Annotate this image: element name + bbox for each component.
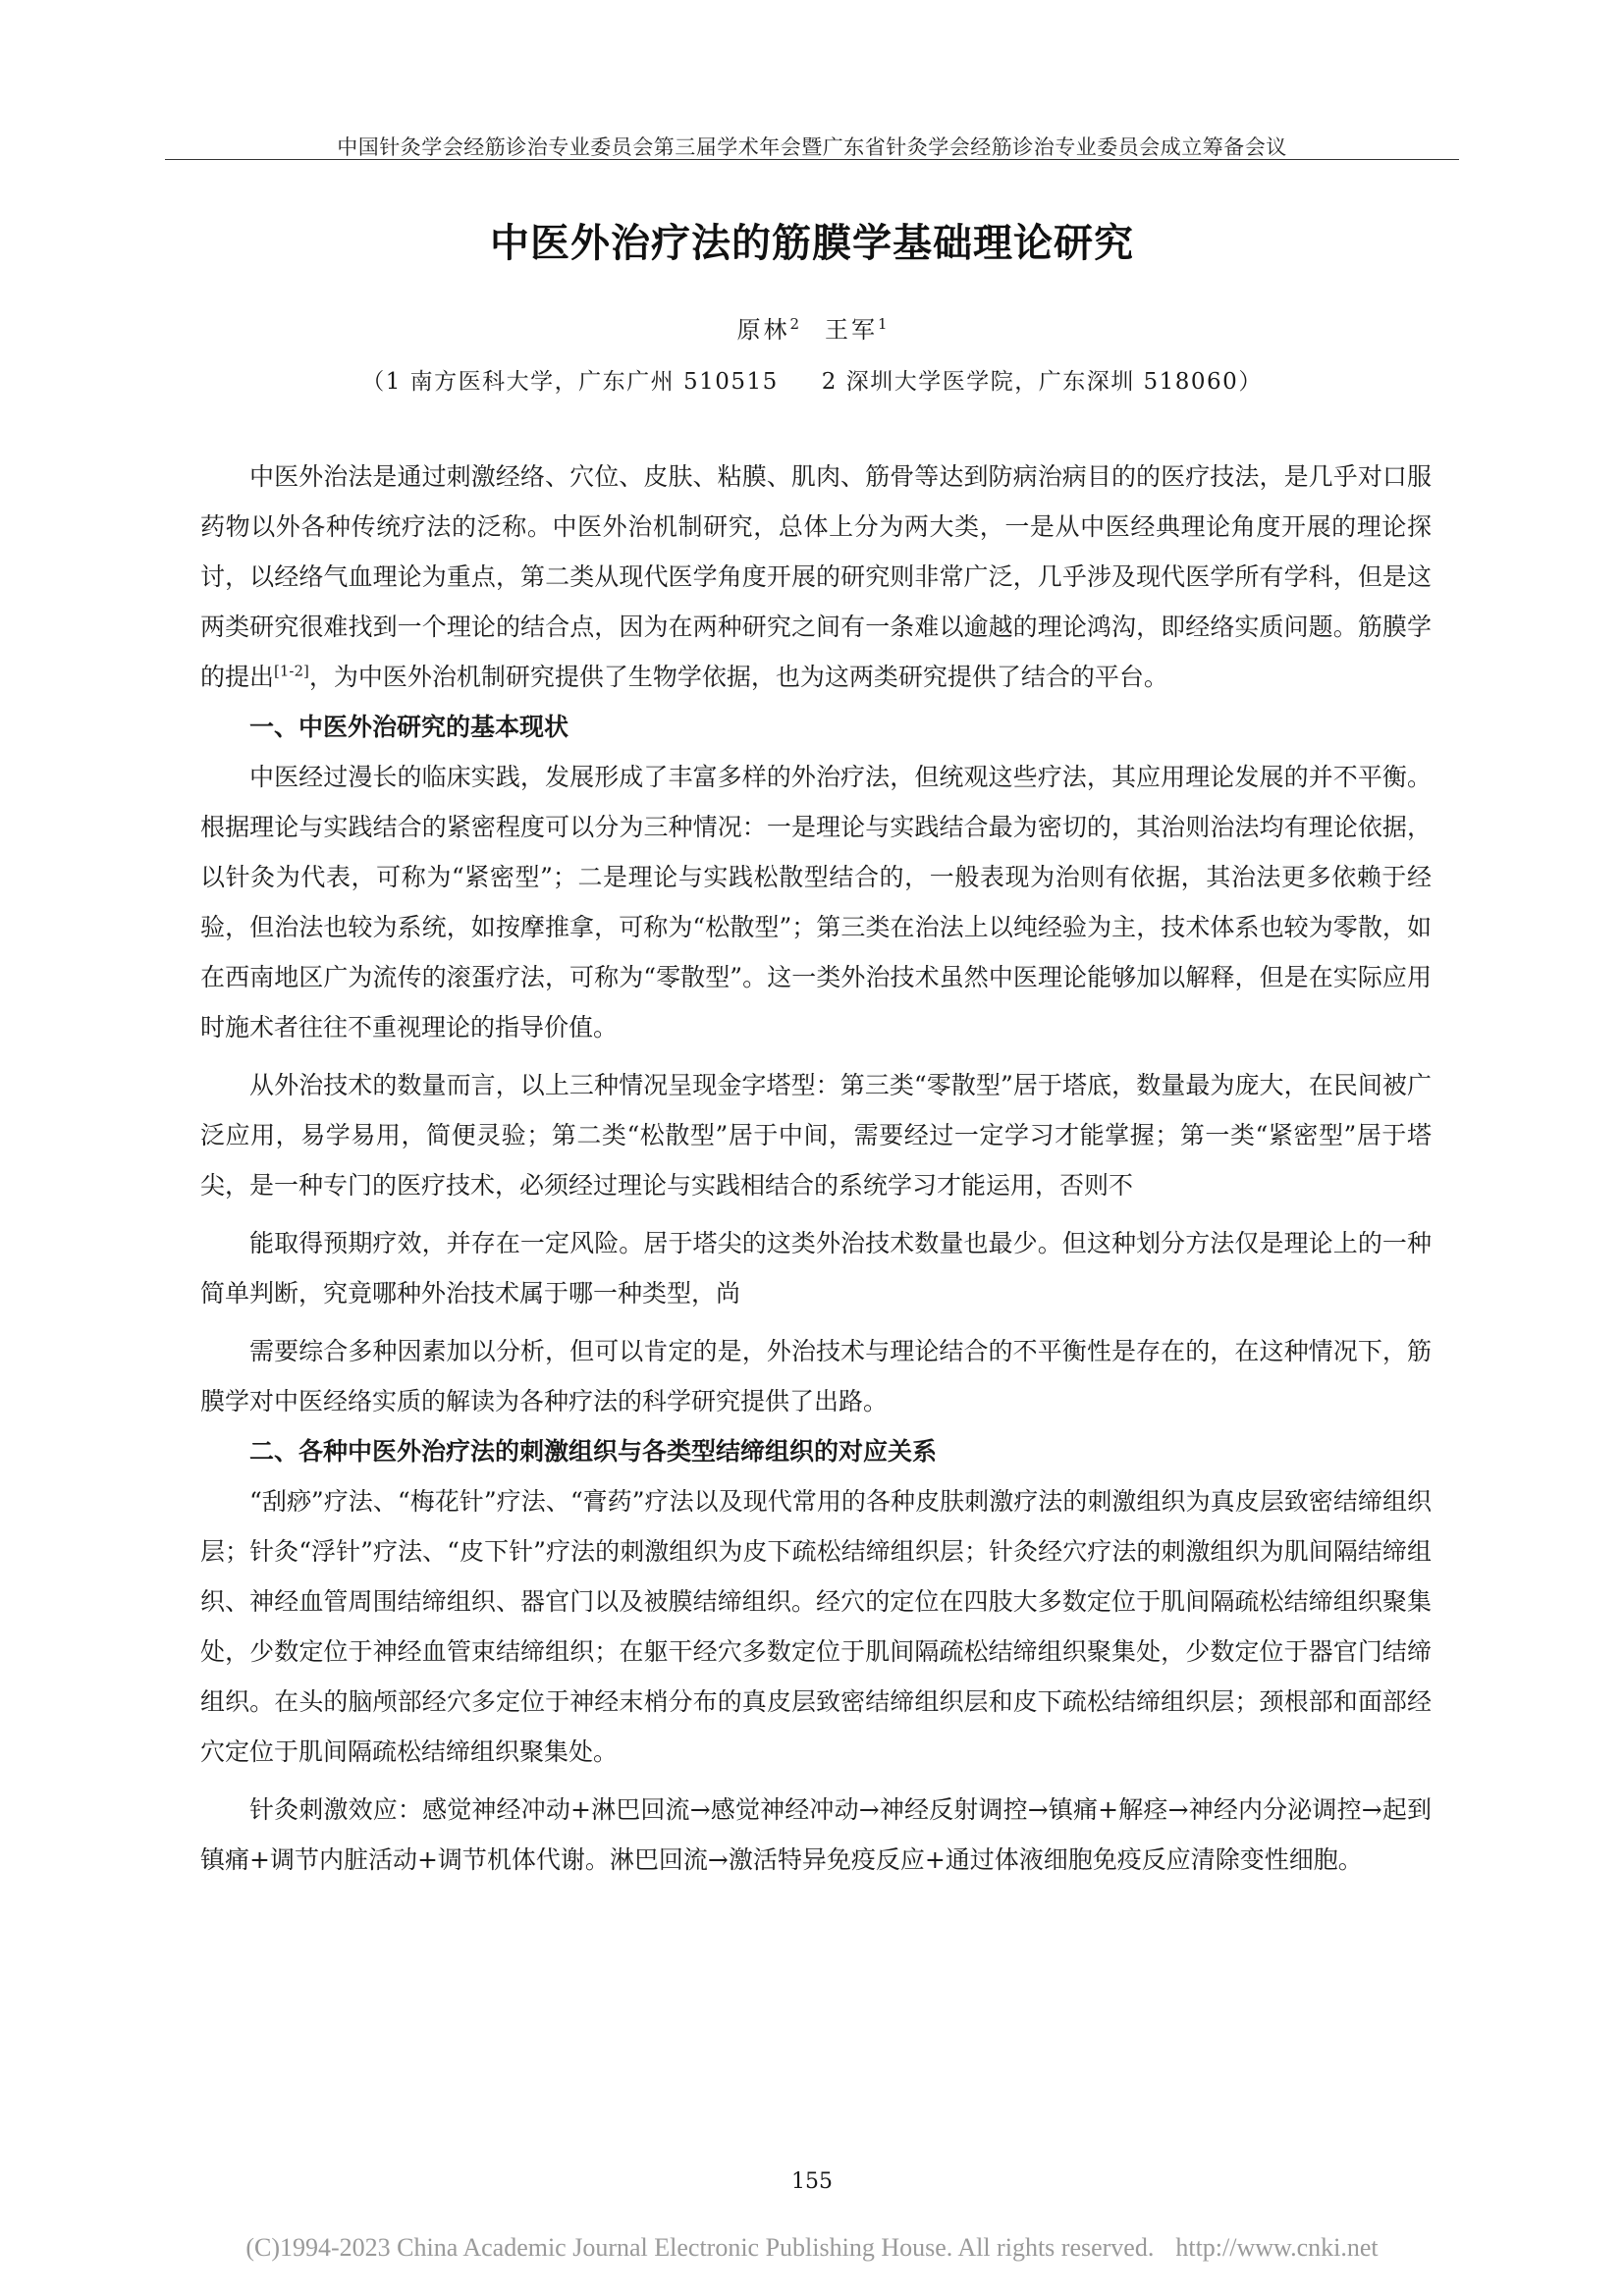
intro-paragraph: [200, 452, 1432, 702]
intro-text-1: 中医外治法是通过刺激经络、穴位、皮肤、粘膜、肌肉、筋骨等达到防病治病目的的医疗技法，是几乎对口服药物以外各种传统疗法的泛称。中医外治机制研究，总体上分为两大类，一是从中医经典理论角度开展的理论探讨，以经络气血理论为重点，第二类从现代医学角度开展的研究则非常广泛，几乎涉及现代医学所有学科，但是这两类研究很难找到一个理论的结合点，因为在两种研究之间有一条难以逾越的理论鸿沟，即经络实质问题。筋膜学的提出: [200, 462, 1432, 691]
section-heading-1: 一、中医外治研究的基本现状: [249, 713, 569, 741]
author-line: [0, 310, 1624, 345]
author-name: 王军: [825, 316, 878, 344]
affiliation-line: [0, 363, 1624, 396]
affiliation-2: 2 深圳大学医学院，广东深圳 518060: [821, 369, 1239, 395]
author-affiliation-mark: 2: [789, 315, 799, 333]
section2-paragraph-1: “刮痧”疗法、“梅花针”疗法、“膏药”疗法以及现代常用的各种皮肤刺激疗法的刺激组织为真皮层致密结缔组织层；针灸“浮针”疗法、“皮下针”疗法的刺激组织为皮下疏松结缔组织层；针灸经穴疗法的刺激组织为肌间隔结缔组织、神经血管周围结缔组织、器官门以及被膜结缔组织。经穴的定位在四肢大多数定位于肌间隔疏松结缔组织聚集处，少数定位于神经血管束结缔组织；在躯干经穴多数定位于肌间隔疏松结缔组织聚集处，少数定位于器官门结缔组织。在头的脑颅部经穴多定位于神经末梢分布的真皮层致密结缔组织层和皮下疏松结缔组织层；颈根部和面部经穴定位于肌间隔疏松结缔组织聚集处。: [200, 1487, 1432, 1766]
section1-paragraph-4: 需要综合多种因素加以分析，但可以肯定的是，外治技术与理论结合的不平衡性是存在的，在这种情况下，筋膜学对中医经络实质的解读为各种疗法的科学研究提供了出路。: [200, 1337, 1432, 1415]
paper-title: 中医外治疗法的筋膜学基础理论研究: [490, 221, 1134, 266]
author-affiliation-mark: 1: [878, 315, 888, 333]
copyright-text: (C)1994-2023 China Academic Journal Electronic Publishing House. All rights reserved.: [245, 2233, 1155, 2262]
page-number: 155: [791, 2169, 833, 2194]
section1-paragraph-2: 从外治技术的数量而言，以上三种情况呈现金字塔型：第三类“零散型”居于塔底，数量最为庞大，在民间被广泛应用，易学易用，简便灵验；第二类“松散型”居于中间，需要经过一定学习才能掌握；第一类“紧密型”居于塔尖，是一种专门的医疗技术，必须经过理论与实践相结合的系统学习才能运用，否则不: [200, 1071, 1432, 1200]
section1-paragraph-3: 能取得预期疗效，并存在一定风险。居于塔尖的这类外治技术数量也最少。但这种划分方法仅是理论上的一种简单判断，究竟哪种外治技术属于哪一种类型，尚: [200, 1229, 1432, 1308]
running-header: 中国针灸学会经筋诊治专业委员会第三届学术年会暨广东省针灸学会经筋诊治专业委员会成立筹备会议: [337, 135, 1287, 159]
intro-text-2: ，为中医外治机制研究提供了生物学依据，也为这两类研究提供了结合的平台。: [308, 663, 1168, 691]
paper-body: [200, 452, 1432, 1885]
section1-paragraph-1: 中医经过漫长的临床实践，发展形成了丰富多样的外治疗法，但统观这些疗法，其应用理论发展的并不平衡。根据理论与实践结合的紧密程度可以分为三种情况：一是理论与实践结合最为密切的，其治则治法均有理论依据，以针灸为代表，可称为“紧密型”；二是理论与实践松散型结合的，一般表现为治则有依据，其治法更多依赖于经验，但治法也较为系统，如按摩推拿，可称为“松散型”；第三类在治法上以纯经验为主，技术体系也较为零散，如在西南地区广为流传的滚蛋疗法，可称为“零散型”。这一类外治技术虽然中医理论能够加以解释，但是在实际应用时施术者往往不重视理论的指导价值。: [200, 763, 1432, 1041]
header-rule: [165, 159, 1459, 160]
copyright-footer: [0, 2233, 1624, 2263]
citation-link[interactable]: [1-2]: [274, 662, 309, 680]
affiliation-1: 1 南方医科大学，广东广州 510515: [385, 369, 779, 395]
author-name: 原林: [736, 316, 790, 344]
affiliation-open-paren: （: [361, 369, 386, 395]
affiliation-close-paren: ）: [1238, 369, 1263, 395]
section2-paragraph-2: 针灸刺激效应：感觉神经冲动+淋巴回流→感觉神经冲动→神经反射调控→镇痛+解痉→神经内分泌调控→起到镇痛+调节内脏活动+调节机体代谢。淋巴回流→激活特异免疫反应+通过体液细胞免疫反应清除变性细胞。: [200, 1795, 1432, 1874]
section-heading-2: 二、各种中医外治疗法的刺激组织与各类型结缔组织的对应关系: [249, 1437, 938, 1466]
footer-url[interactable]: http://www.cnki.net: [1175, 2233, 1379, 2262]
